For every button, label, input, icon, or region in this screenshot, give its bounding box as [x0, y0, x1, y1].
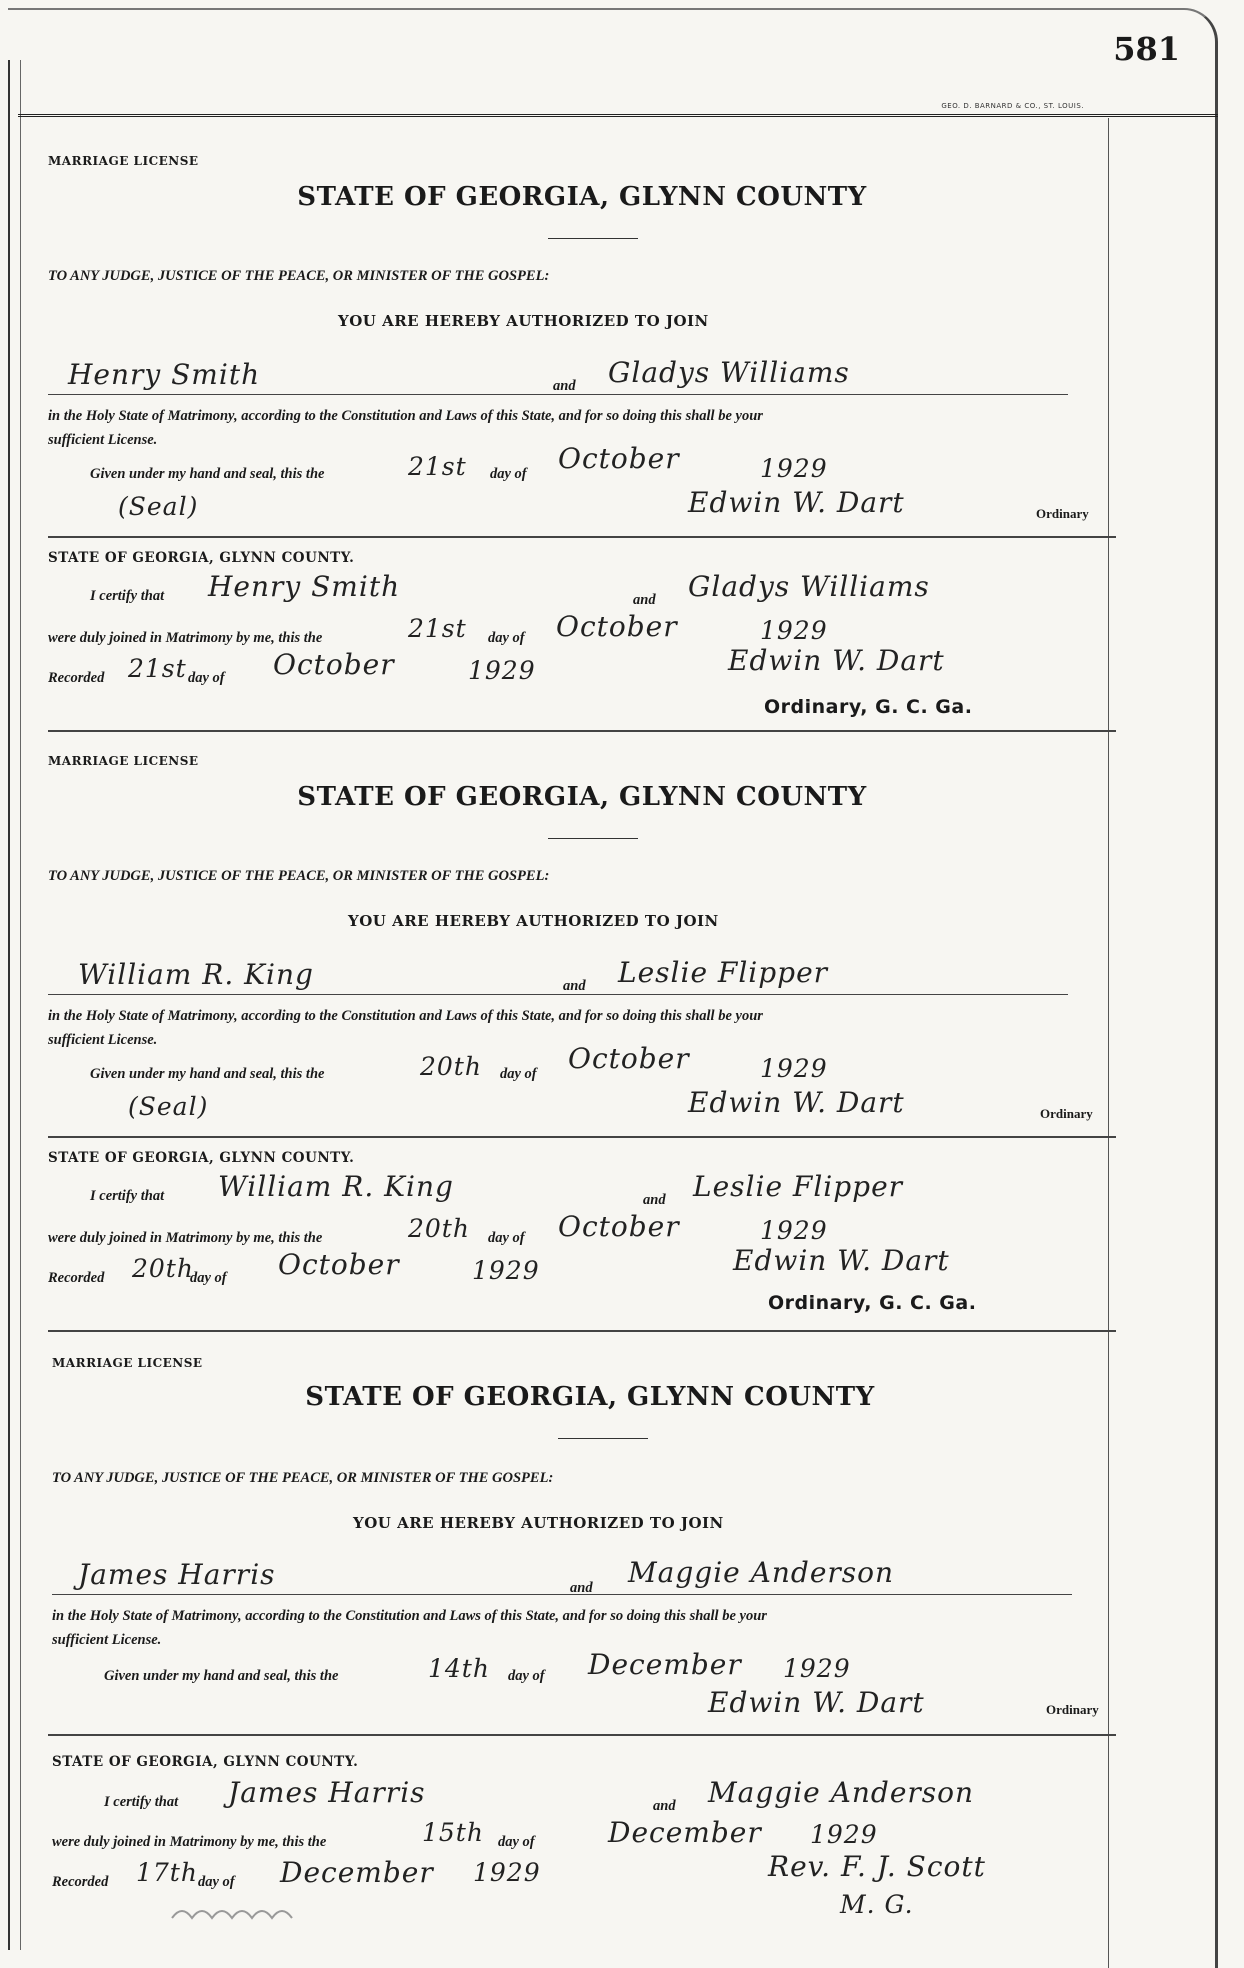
- day-of-label: day of: [488, 630, 525, 646]
- recorded-label: Recorded: [48, 1270, 105, 1286]
- day-of-label: day of: [490, 466, 527, 482]
- license-label: MARRIAGE LICENSE: [52, 1356, 203, 1370]
- day-of-label: day of: [508, 1668, 545, 1684]
- header-rule: [548, 238, 638, 239]
- recorded-month: October: [278, 1248, 400, 1281]
- officiant-signature: Edwin W. Dart: [733, 1244, 950, 1277]
- authorized-heading: YOU ARE HEREBY AUTHORIZED TO JOIN: [348, 912, 719, 930]
- certify-text: I certify that: [104, 1794, 179, 1810]
- and-label: and: [553, 378, 576, 394]
- printer-imprint: GEO. D. BARNARD & CO., ST. LOUIS.: [941, 102, 1084, 110]
- section-divider: [48, 730, 1116, 732]
- license-label: MARRIAGE LICENSE: [48, 754, 199, 768]
- recorded-day: 20th: [132, 1254, 194, 1283]
- groom-name: Henry Smith: [68, 358, 261, 391]
- matrimony-text: in the Holy State of Matrimony, according to the Constitution and Laws of this State, and for so doing this shall be your: [52, 1608, 767, 1624]
- certificate-header: STATE OF GEORGIA, GLYNN COUNTY.: [52, 1754, 359, 1770]
- sufficient-text: sufficient License.: [48, 432, 158, 448]
- license-day: 20th: [420, 1052, 482, 1081]
- license-record-2: [48, 740, 1116, 1335]
- ordinary-label: Ordinary: [1040, 1106, 1093, 1121]
- license-label: MARRIAGE LICENSE: [48, 154, 199, 168]
- matrimony-text: in the Holy State of Matrimony, according to the Constitution and Laws of this State, and for so doing this shall be your: [48, 408, 763, 424]
- recorded-month: October: [273, 648, 395, 681]
- and-label: and: [633, 592, 656, 608]
- license-year: 1929: [760, 454, 828, 483]
- certificate-header: STATE OF GEORGIA, GLYNN COUNTY.: [48, 550, 355, 566]
- names-line: [48, 994, 1068, 995]
- cert-groom-name: William R. King: [218, 1170, 454, 1203]
- cert-groom-name: James Harris: [228, 1776, 426, 1809]
- cert-bride-name: Maggie Anderson: [708, 1776, 975, 1809]
- license-year: 1929: [760, 1054, 828, 1083]
- day-of-label: day of: [488, 1230, 525, 1246]
- section-divider: [48, 536, 1116, 538]
- day-of-label: day of: [198, 1874, 235, 1890]
- ordinary-signature: Edwin W. Dart: [688, 486, 905, 519]
- given-text: Given under my hand and seal, this the: [104, 1668, 339, 1684]
- seal: (Seal): [128, 1092, 209, 1121]
- ordinary-label: Ordinary: [1036, 506, 1089, 521]
- officiant-title-stamp: Ordinary, G. C. Ga.: [768, 1292, 977, 1314]
- names-line: [52, 1594, 1072, 1595]
- officiant-title: M. G.: [840, 1890, 914, 1919]
- license-month: December: [588, 1648, 742, 1681]
- groom-name: William R. King: [78, 958, 314, 991]
- state-header: STATE OF GEORGIA, GLYNN COUNTY: [297, 182, 867, 212]
- page-number: 581: [1113, 30, 1180, 68]
- license-record-1: [48, 140, 1116, 735]
- recorded-day: 21st: [128, 654, 187, 683]
- header-rule: [548, 838, 638, 839]
- seal: (Seal): [118, 492, 199, 521]
- recorded-label: Recorded: [48, 670, 105, 686]
- recorded-year: 1929: [473, 1858, 541, 1887]
- license-month: October: [568, 1042, 690, 1075]
- joined-month: December: [608, 1816, 762, 1849]
- recorded-year: 1929: [472, 1256, 540, 1285]
- certify-text: I certify that: [90, 588, 165, 604]
- state-header: STATE OF GEORGIA, GLYNN COUNTY: [305, 1382, 875, 1412]
- bride-name: Gladys Williams: [608, 356, 850, 389]
- license-day: 21st: [408, 452, 467, 481]
- section-divider: [48, 1734, 1116, 1736]
- recorded-label: Recorded: [52, 1874, 109, 1890]
- state-header: STATE OF GEORGIA, GLYNN COUNTY: [297, 782, 867, 812]
- certificate-header: STATE OF GEORGIA, GLYNN COUNTY.: [48, 1150, 355, 1166]
- and-label: and: [563, 978, 586, 994]
- bride-name: Leslie Flipper: [618, 956, 829, 989]
- cert-groom-name: Henry Smith: [208, 570, 401, 603]
- recorded-month: December: [280, 1856, 434, 1889]
- license-year: 1929: [783, 1654, 851, 1683]
- joined-month: October: [556, 610, 678, 643]
- sufficient-text: sufficient License.: [52, 1632, 162, 1648]
- addressee: TO ANY JUDGE, JUSTICE OF THE PEACE, OR MINISTER OF THE GOSPEL:: [48, 868, 550, 884]
- joined-month: October: [558, 1210, 680, 1243]
- joined-day: 20th: [408, 1214, 470, 1243]
- and-label: and: [643, 1192, 666, 1208]
- joined-year: 1929: [760, 616, 828, 645]
- license-month: October: [558, 442, 680, 475]
- faded-stamp-mark: [168, 1898, 328, 1926]
- bride-name: Maggie Anderson: [628, 1556, 895, 1589]
- recorded-year: 1929: [468, 656, 536, 685]
- book-binding: [8, 60, 21, 1950]
- ordinary-label: Ordinary: [1046, 1702, 1099, 1717]
- groom-name: James Harris: [78, 1558, 276, 1591]
- and-label: and: [570, 1580, 593, 1596]
- section-divider: [48, 1330, 1116, 1332]
- header-rule: [558, 1438, 648, 1439]
- joined-day: 21st: [408, 614, 467, 643]
- joined-year: 1929: [760, 1216, 828, 1245]
- ordinary-signature: Edwin W. Dart: [708, 1686, 925, 1719]
- officiant-signature: Edwin W. Dart: [728, 644, 945, 677]
- addressee: TO ANY JUDGE, JUSTICE OF THE PEACE, OR MINISTER OF THE GOSPEL:: [52, 1470, 554, 1486]
- license-day: 14th: [428, 1654, 490, 1683]
- duly-joined-text: were duly joined in Matrimony by me, this the: [52, 1834, 327, 1850]
- authorized-heading: YOU ARE HEREBY AUTHORIZED TO JOIN: [353, 1514, 724, 1532]
- matrimony-text: in the Holy State of Matrimony, according to the Constitution and Laws of this State, and for so doing this shall be your: [48, 1008, 763, 1024]
- ordinary-signature: Edwin W. Dart: [688, 1086, 905, 1119]
- day-of-label: day of: [498, 1834, 535, 1850]
- recorded-day: 17th: [136, 1858, 198, 1887]
- joined-day: 15th: [422, 1818, 484, 1847]
- and-label: and: [653, 1798, 676, 1814]
- day-of-label: day of: [188, 670, 225, 686]
- duly-joined-text: were duly joined in Matrimony by me, this the: [48, 630, 323, 646]
- cert-bride-name: Gladys Williams: [688, 570, 930, 603]
- given-text: Given under my hand and seal, this the: [90, 466, 325, 482]
- license-record-3: [48, 1342, 1116, 1937]
- officiant-signature: Rev. F. J. Scott: [768, 1850, 986, 1883]
- authorized-heading: YOU ARE HEREBY AUTHORIZED TO JOIN: [338, 312, 709, 330]
- day-of-label: day of: [190, 1270, 227, 1286]
- certify-text: I certify that: [90, 1188, 165, 1204]
- cert-bride-name: Leslie Flipper: [693, 1170, 904, 1203]
- duly-joined-text: were duly joined in Matrimony by me, this the: [48, 1230, 323, 1246]
- section-divider: [48, 1136, 1116, 1138]
- day-of-label: day of: [500, 1066, 537, 1082]
- officiant-title-stamp: Ordinary, G. C. Ga.: [764, 696, 973, 718]
- joined-year: 1929: [810, 1820, 878, 1849]
- sufficient-text: sufficient License.: [48, 1032, 158, 1048]
- given-text: Given under my hand and seal, this the: [90, 1066, 325, 1082]
- top-rule: [18, 114, 1218, 117]
- addressee: TO ANY JUDGE, JUSTICE OF THE PEACE, OR MINISTER OF THE GOSPEL:: [48, 268, 550, 284]
